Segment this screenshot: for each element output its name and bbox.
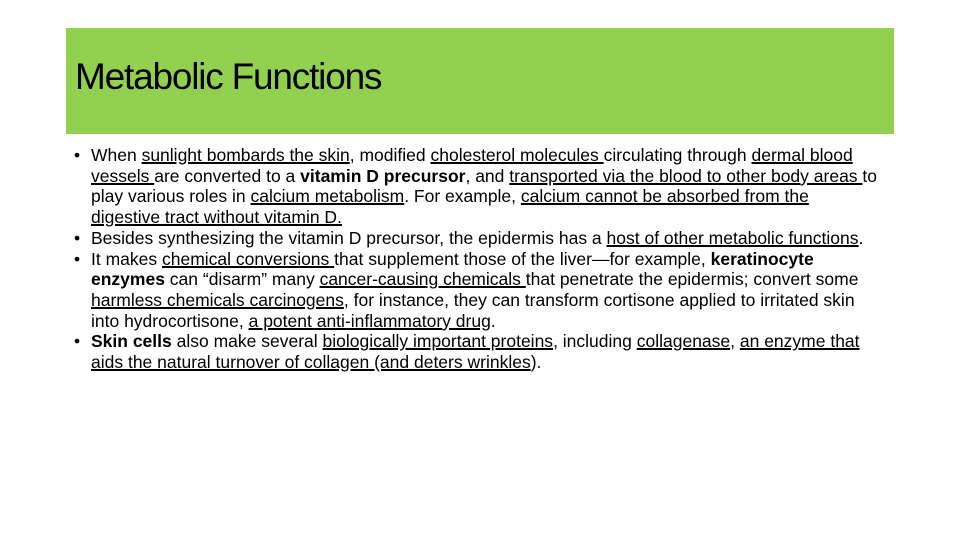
underlined-phrase: chemical conversions	[162, 248, 335, 269]
underlined-phrase: biologically important proteins	[322, 331, 554, 352]
bullet-dot: •	[74, 248, 81, 269]
bullet-text: that supplement those of the liver—for example,	[334, 248, 711, 269]
bullet-item	[74, 145, 879, 228]
underlined-phrase: dermal blood vessels	[91, 145, 853, 186]
bullet-text: ,	[730, 331, 740, 352]
bold-term: vitamin D precursor	[300, 165, 466, 186]
bullet-text: It makes	[91, 248, 162, 269]
underlined-phrase: harmless chemicals carcinogens	[91, 289, 344, 310]
slide-title: Metabolic Functions	[75, 56, 382, 97]
bullet-text: Besides synthesizing the vitamin D precursor, the epidermis has a	[91, 227, 607, 248]
title-bar	[66, 28, 894, 134]
bullet-text: When	[91, 145, 142, 165]
bullet-list	[74, 145, 879, 373]
bullet-dot: •	[74, 227, 81, 248]
bold-term: keratinocyte enzymes	[91, 248, 814, 290]
underlined-phrase: transported via the blood to other body areas	[509, 165, 863, 186]
bullet-text: can “disarm” many	[164, 269, 320, 290]
bullet-dot: •	[74, 145, 81, 165]
bullet-text: , modified	[349, 145, 431, 165]
bullet-text: , and	[465, 165, 510, 186]
underlined-phrase: calcium metabolism	[250, 186, 405, 207]
bullet-item	[74, 331, 879, 372]
bullet-text: that penetrate the epidermis; convert some	[525, 269, 859, 290]
bullet-item	[74, 228, 879, 249]
underlined-phrase: cholesterol molecules	[430, 145, 604, 165]
underlined-phrase: collagenase	[636, 331, 731, 352]
bullet-dot: •	[74, 331, 81, 352]
bold-term: Skin cells	[91, 331, 172, 352]
bullet-text: also make several	[171, 331, 323, 352]
bullet-text: .	[858, 227, 864, 248]
bullet-text: to play various roles in	[91, 165, 878, 207]
bullet-item	[74, 249, 879, 332]
bullet-text: . For example,	[404, 186, 521, 207]
bullet-text: .	[490, 310, 496, 331]
underlined-phrase: sunlight bombards the skin	[141, 145, 350, 165]
bullet-text: , including	[553, 331, 637, 352]
underlined-phrase: an enzyme that aids the natural turnover of collagen (and deters wrinkles	[91, 331, 860, 373]
bullet-text: , for instance, they can transform cortisone applied to irritated skin into hydrocortisone,	[91, 289, 855, 331]
bullet-text: circulating through	[603, 145, 752, 165]
underlined-phrase: a potent anti-inflammatory drug	[248, 310, 491, 331]
bullet-text: ).	[530, 352, 542, 373]
underlined-phrase: calcium cannot be absorbed from the digestive tract without vitamin D.	[91, 186, 809, 228]
bullet-text: are converted to a	[154, 165, 301, 186]
underlined-phrase: cancer-causing chemicals	[319, 269, 526, 290]
underlined-phrase: host of other metabolic functions	[606, 227, 859, 248]
